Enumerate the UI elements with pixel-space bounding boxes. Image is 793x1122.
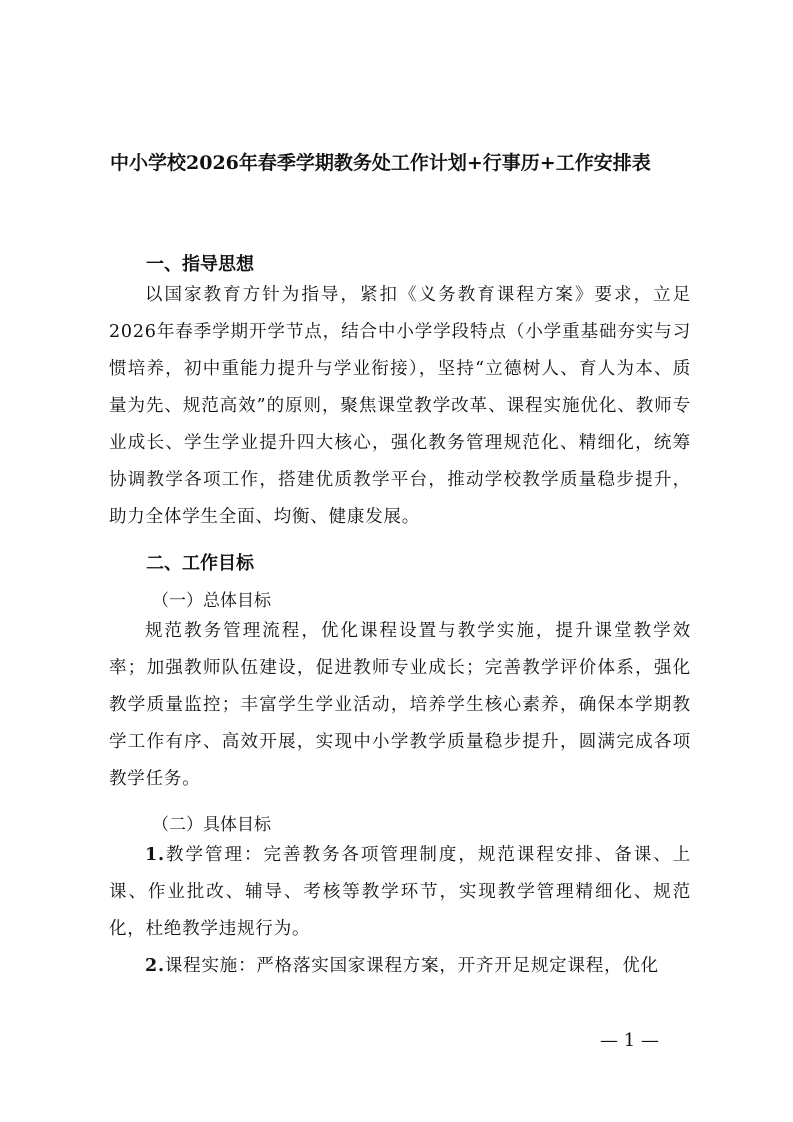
item-text: 教学管理：完善教务各项管理制度，规范课程安排、备课、上课、作业批改、辅导、考核等教学环节，实现教学管理精细化、规范化，杜绝教学违规行为。 — [109, 845, 691, 939]
guiding-ideology-paragraph: 以国家教育方针为指导，紧扣《义务教育课程方案》要求，立足2026年春季学期开学节点，结合中小学学段特点（小学重基础夯实与习惯培养，初中重能力提升与学业衔接），坚持“立德树人、育人为本、质量为先、规范高效”的原则，聚焦课堂教学改革、课程实施优化、教师专业成长、学生学业提升四大核心，强化教务管理规范化、精细化，统筹协调教学各项工作，搭建优质教学平台，推动学校教学质量稳步提升，助力全体学生全面、均衡、健康发展。 — [109, 285, 691, 527]
specific-goal-item-2 — [109, 948, 691, 985]
overall-goals-paragraph: 规范教务管理流程，优化课程设置与教学实施，提升课堂教学效率；加强教师队伍建设，促进教师专业成长；完善教学评价体系，强化教学质量监控；丰富学生学业活动，培养学生核心素养，确保本学期教学工作有序、高效开展，实现中小学教学质量稳步提升，圆满完成各项教学任务。 — [109, 621, 691, 789]
item-number: 1. — [145, 845, 165, 865]
page-number: — 1 — — [600, 1030, 659, 1051]
section-heading-work-goals: 二、工作目标 — [146, 553, 254, 574]
subheading-specific-goals: （二）具体目标 — [152, 815, 271, 835]
section-heading-guiding-ideology: 一、指导思想 — [146, 254, 254, 275]
item-text: 课程实施：严格落实国家课程方案，开齐开足规定课程，优化 — [164, 956, 659, 976]
subheading-overall-goals: （一）总体目标 — [152, 591, 271, 611]
item-number: 2. — [145, 956, 165, 976]
document-title: 中小学校2026年春季学期教务处工作计划+行事历+工作安排表 — [110, 152, 651, 174]
specific-goal-item-1 — [109, 837, 691, 948]
